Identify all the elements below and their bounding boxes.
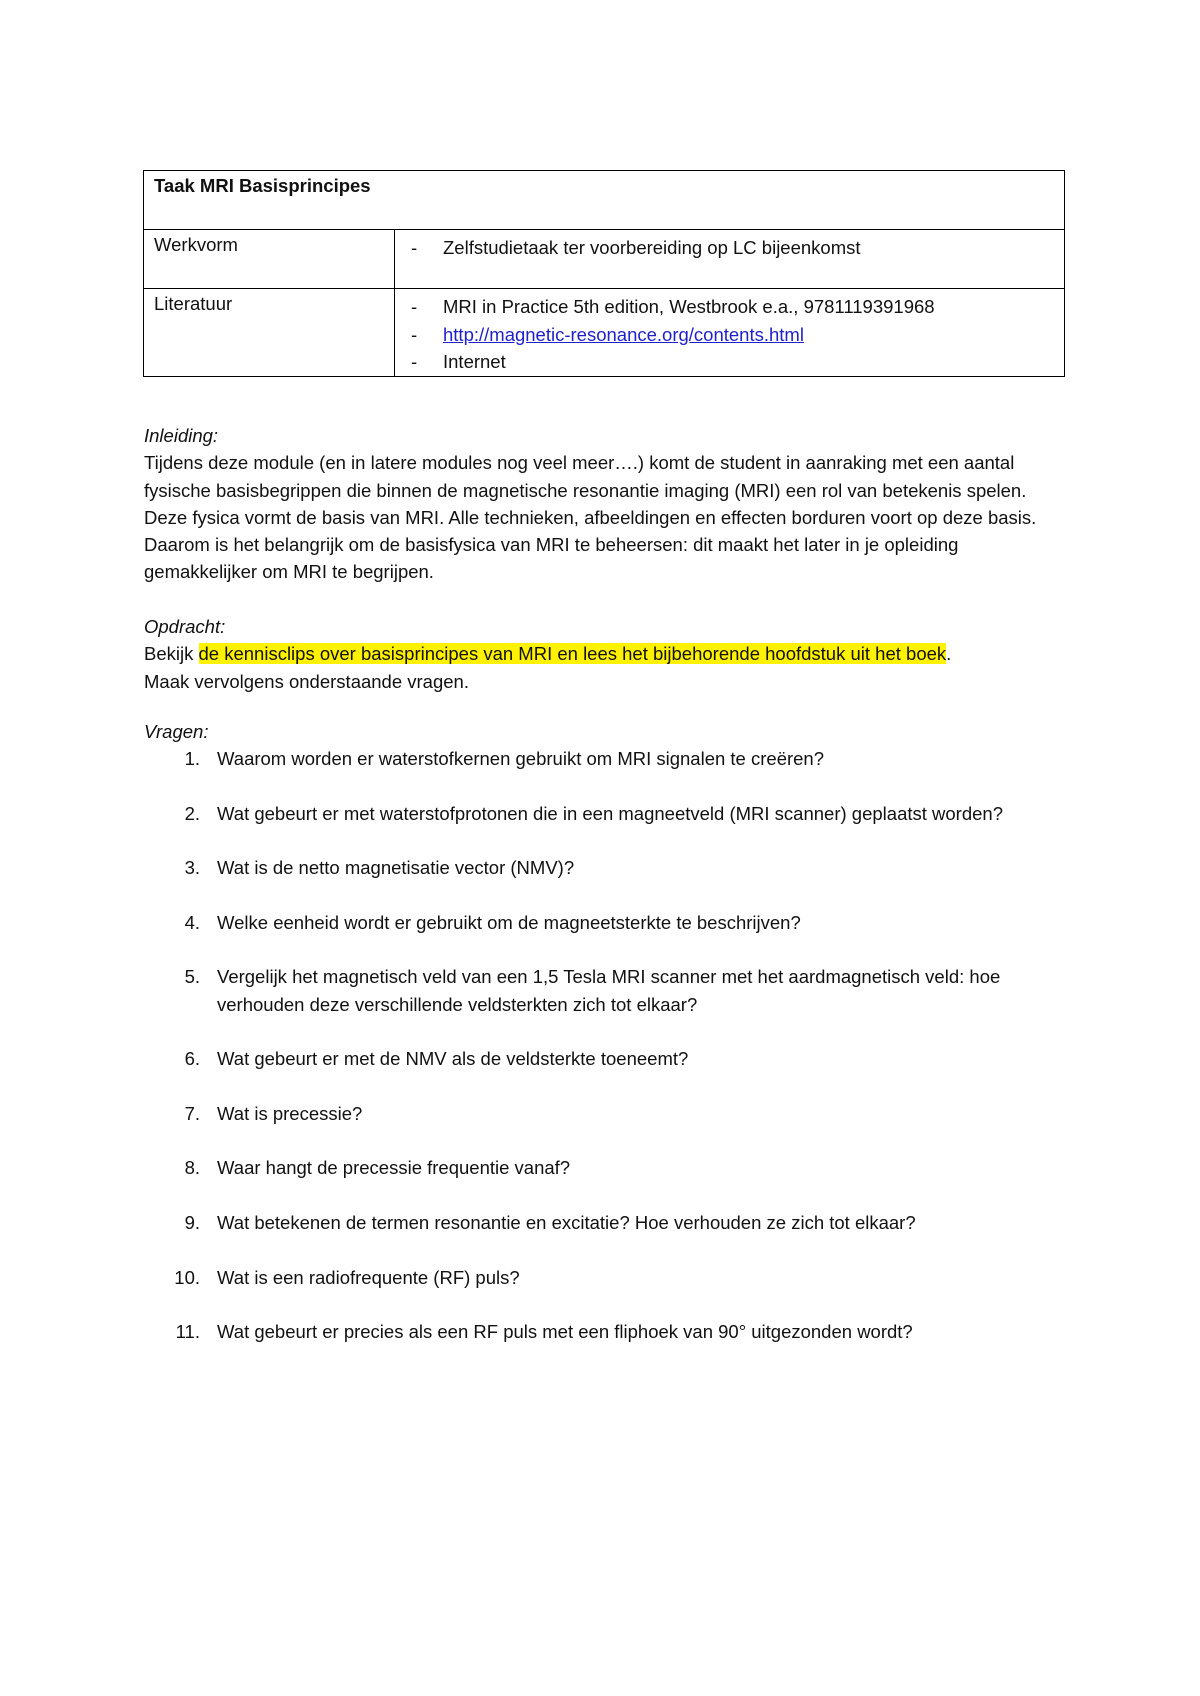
question-text: Wat gebeurt er precies als een RF puls met een fliphoek van 90° uitgezonden wordt? xyxy=(217,1321,913,1343)
question-text: Vergelijk het magnetisch veld van een 1,5 Tesla MRI scanner met het aardmagnetisch veld: hoe verhouden deze verschillende veldsterkten zich tot elkaar? xyxy=(217,966,1001,1015)
question-number: 2. xyxy=(184,802,200,824)
assignment-suffix: . xyxy=(946,643,952,665)
question-item xyxy=(144,963,1064,1018)
question-number: 4. xyxy=(184,911,200,933)
question-item xyxy=(144,1045,1064,1072)
question-item xyxy=(144,1318,1064,1345)
literatuur-link[interactable]: http://magnetic-resonance.org/contents.html xyxy=(443,323,804,345)
question-item xyxy=(144,1209,1064,1236)
question-number: 3. xyxy=(184,857,200,879)
assignment-text xyxy=(144,640,1064,667)
question-number: 7. xyxy=(184,1102,200,1124)
question-item xyxy=(144,1264,1064,1291)
question-text: Wat is precessie? xyxy=(217,1102,363,1124)
literatuur-item-book: - MRI in Practice 5th edition, Westbrook e.a., 9781119391968 xyxy=(405,293,1054,321)
question-item xyxy=(144,800,1064,827)
questions-list xyxy=(144,745,1064,1373)
intro-text: Tijdens deze module (en in latere modules nog veel meer….) komt de student in aanraking met een aantal fysische basisbegrippen die binnen de magnetische resonantie imaging (MRI) een rol van betekenis spelen. Deze fysica vormt de basis van MRI. Alle technieken, afbeeldingen en effecten borduren voort op deze basis. Daarom is het belangrijk om de basisfysica van MRI te beheersen: dit maakt het later in je opleiding gemakkelijker om MRI te begrijpen. xyxy=(144,452,1037,583)
assignment-section xyxy=(144,613,1064,695)
question-text: Wat betekenen de termen resonantie en excitatie? Hoe verhouden ze zich tot elkaar? xyxy=(217,1212,916,1234)
question-item xyxy=(144,1154,1064,1181)
question-text: Wat is een radiofrequente (RF) puls? xyxy=(217,1266,520,1288)
question-text: Wat gebeurt er met de NMV als de veldsterkte toeneemt? xyxy=(217,1048,689,1070)
question-number: 1. xyxy=(184,748,200,769)
literatuur-item-internet: - Internet xyxy=(405,348,1054,376)
table-title: Taak MRI Basisprincipes xyxy=(144,171,1065,230)
info-table xyxy=(143,170,1065,377)
literatuur-item-link-wrap xyxy=(405,321,1054,349)
question-number: 5. xyxy=(184,966,200,988)
question-text: Waar hangt de precessie frequentie vanaf? xyxy=(217,1157,571,1179)
question-text: Wat is de netto magnetisatie vector (NMV)? xyxy=(217,857,575,879)
intro-label: Inleiding: xyxy=(144,425,219,446)
question-number: 9. xyxy=(184,1212,200,1234)
question-number: 11. xyxy=(175,1321,200,1343)
question-number: 8. xyxy=(184,1157,200,1179)
questions-label: Vragen: xyxy=(144,721,209,742)
question-text: Wat gebeurt er met waterstofprotonen die in een magneetveld (MRI scanner) geplaatst worden? xyxy=(217,802,1003,824)
literatuur-value xyxy=(395,289,1065,377)
question-number: 10. xyxy=(174,1266,200,1288)
assignment-prefix: Bekijk xyxy=(144,643,199,665)
question-item xyxy=(144,854,1064,881)
question-item xyxy=(144,1100,1064,1127)
questions-label-wrap xyxy=(144,718,1064,745)
assignment-label: Opdracht: xyxy=(144,616,226,637)
assignment-line2: Maak vervolgens onderstaande vragen. xyxy=(144,670,469,692)
question-item xyxy=(144,745,1064,772)
assignment-highlight: de kennisclips over basisprincipes van MRI en lees het bijbehorende hoofdstuk uit het boek xyxy=(198,643,947,665)
literatuur-label: Literatuur xyxy=(144,289,395,377)
question-item xyxy=(144,909,1064,936)
question-text: Waarom worden er waterstofkernen gebruikt om MRI signalen te creëren? xyxy=(217,748,825,769)
question-text: Welke eenheid wordt er gebruikt om de magneetsterkte te beschrijven? xyxy=(217,911,801,933)
werkvorm-label: Werkvorm xyxy=(144,230,395,289)
werkvorm-value xyxy=(395,230,1065,289)
intro-section xyxy=(144,422,1064,586)
werkvorm-item: - Zelfstudietaak ter voorbereiding op LC bijeenkomst xyxy=(405,234,1054,262)
question-number: 6. xyxy=(184,1048,200,1070)
